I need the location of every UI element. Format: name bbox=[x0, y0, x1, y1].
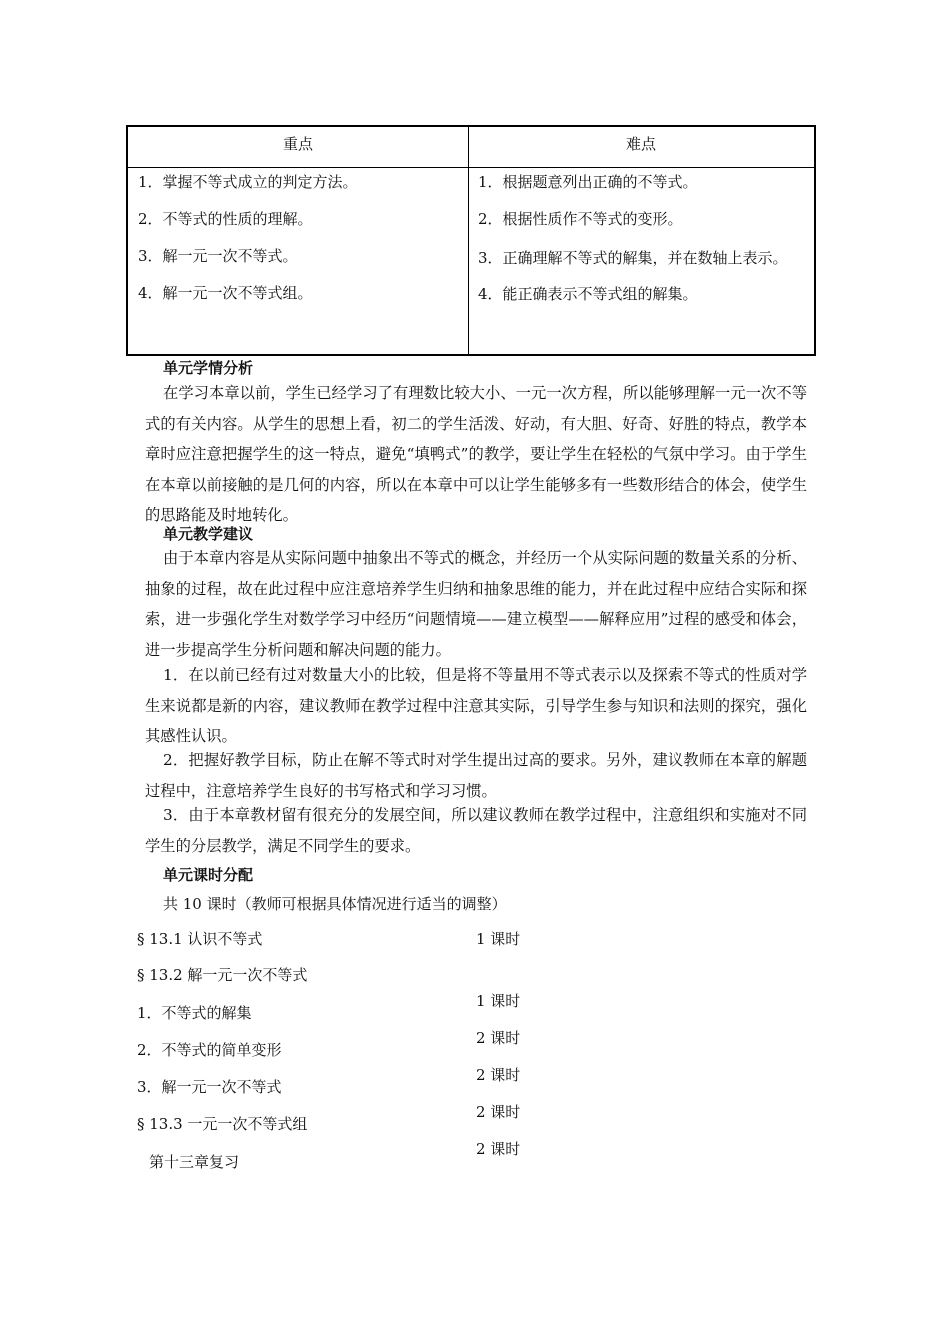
teaching-suggestion-point: 2．把握好教学目标，防止在解不等式时对学生提出过高的要求。另外，建议教师在本章的解题过程中，注意培养学生良好的书写格式和学习习惯。 bbox=[145, 751, 807, 800]
teaching-suggestion-point: 1．在以前已经有过对数量大小的比较，但是将不等量用不等式表示以及探索不等式的性质对学生来说都是新的内容，建议教师在教学过程中注意其实际，引导学生参与知识和法则的探究，强化其感性认识。 bbox=[145, 666, 807, 745]
schedule-label: 3．解一元一次不等式 bbox=[137, 1078, 282, 1096]
section-title-teaching-suggestions: 单元教学建议 bbox=[163, 525, 254, 543]
key-point-item: 4．解一元一次不等式组。 bbox=[138, 284, 313, 302]
key-point-item: 2．不等式的性质的理解。 bbox=[138, 210, 313, 228]
schedule-label: 第十三章复习 bbox=[149, 1153, 240, 1171]
schedule-label: § 13.3 一元一次不等式组 bbox=[137, 1115, 308, 1133]
difficult-point-item: 2．根据性质作不等式的变形。 bbox=[478, 210, 683, 228]
teaching-suggestion-point: 3．由于本章教材留有很充分的发展空间，所以建议教师在教学过程中，注意组织和实施对不同学生的分层教学，满足不同学生的要求。 bbox=[145, 806, 807, 855]
schedule-label: 2．不等式的简单变形 bbox=[137, 1041, 282, 1059]
key-point-item: 1．掌握不等式成立的判定方法。 bbox=[138, 173, 358, 191]
key-point-item: 3．解一元一次不等式。 bbox=[138, 247, 298, 265]
header-key-points: 重点 bbox=[282, 135, 313, 153]
table-divider bbox=[468, 127, 469, 354]
key-points-cell bbox=[138, 169, 458, 317]
section-title-student-analysis: 单元学情分析 bbox=[163, 359, 254, 377]
difficult-point-item: 3．正确理解不等式的解集，并在数轴上表示。 bbox=[478, 249, 788, 267]
schedule-total: 共 10 课时（教师可根据具体情况进行适当的调整） bbox=[163, 895, 507, 913]
schedule-hours: 1 课时 bbox=[476, 930, 521, 948]
schedule-hours: 2 课时 bbox=[476, 1029, 521, 1047]
difficult-point-item: 4．能正确表示不等式组的解集。 bbox=[478, 285, 698, 303]
student-analysis-paragraph: 在学习本章以前，学生已经学习了有理数比较大小、一元一次方程，所以能够理解一元一次不等式的有关内容。从学生的思想上看，初二的学生活泼、好动，有大胆、好奇、好胜的特点，教学本章时应注意把握学生的这一特点，避免“填鸭式”的教学，要让学生在轻松的气氛中学习。由于学生在本章以前接触的是几何的内容，所以在本章中可以让学生能够多有一些数形结合的体会，使学生的思路能及时地转化。 bbox=[145, 384, 807, 524]
schedule-label: § 13.1 认识不等式 bbox=[137, 930, 263, 948]
key-points-table bbox=[126, 125, 816, 356]
schedule-label: 1．不等式的解集 bbox=[137, 1004, 252, 1022]
header-difficult-points: 难点 bbox=[625, 135, 656, 153]
difficult-points-cell bbox=[478, 169, 808, 318]
schedule-label: § 13.2 解一元一次不等式 bbox=[137, 966, 308, 984]
schedule-hours: 1 课时 bbox=[476, 992, 521, 1010]
difficult-point-item: 1．根据题意列出正确的不等式。 bbox=[478, 173, 698, 191]
teaching-suggestions-intro: 由于本章内容是从实际问题中抽象出不等式的概念，并经历一个从实际问题的数量关系的分析、抽象的过程，故在此过程中应注意培养学生归纳和抽象思维的能力，并在此过程中应结合实际和探索，进一步强化学生对数学学习中经历“问题情境——建立模型——解释应用”过程的感受和体会，进一步提高学生分析问题和解决问题的能力。 bbox=[145, 549, 807, 659]
schedule-hours: 2 课时 bbox=[476, 1103, 521, 1121]
section-title-schedule: 单元课时分配 bbox=[163, 866, 254, 884]
schedule-hours: 2 课时 bbox=[476, 1140, 521, 1158]
schedule-hours: 2 课时 bbox=[476, 1066, 521, 1084]
